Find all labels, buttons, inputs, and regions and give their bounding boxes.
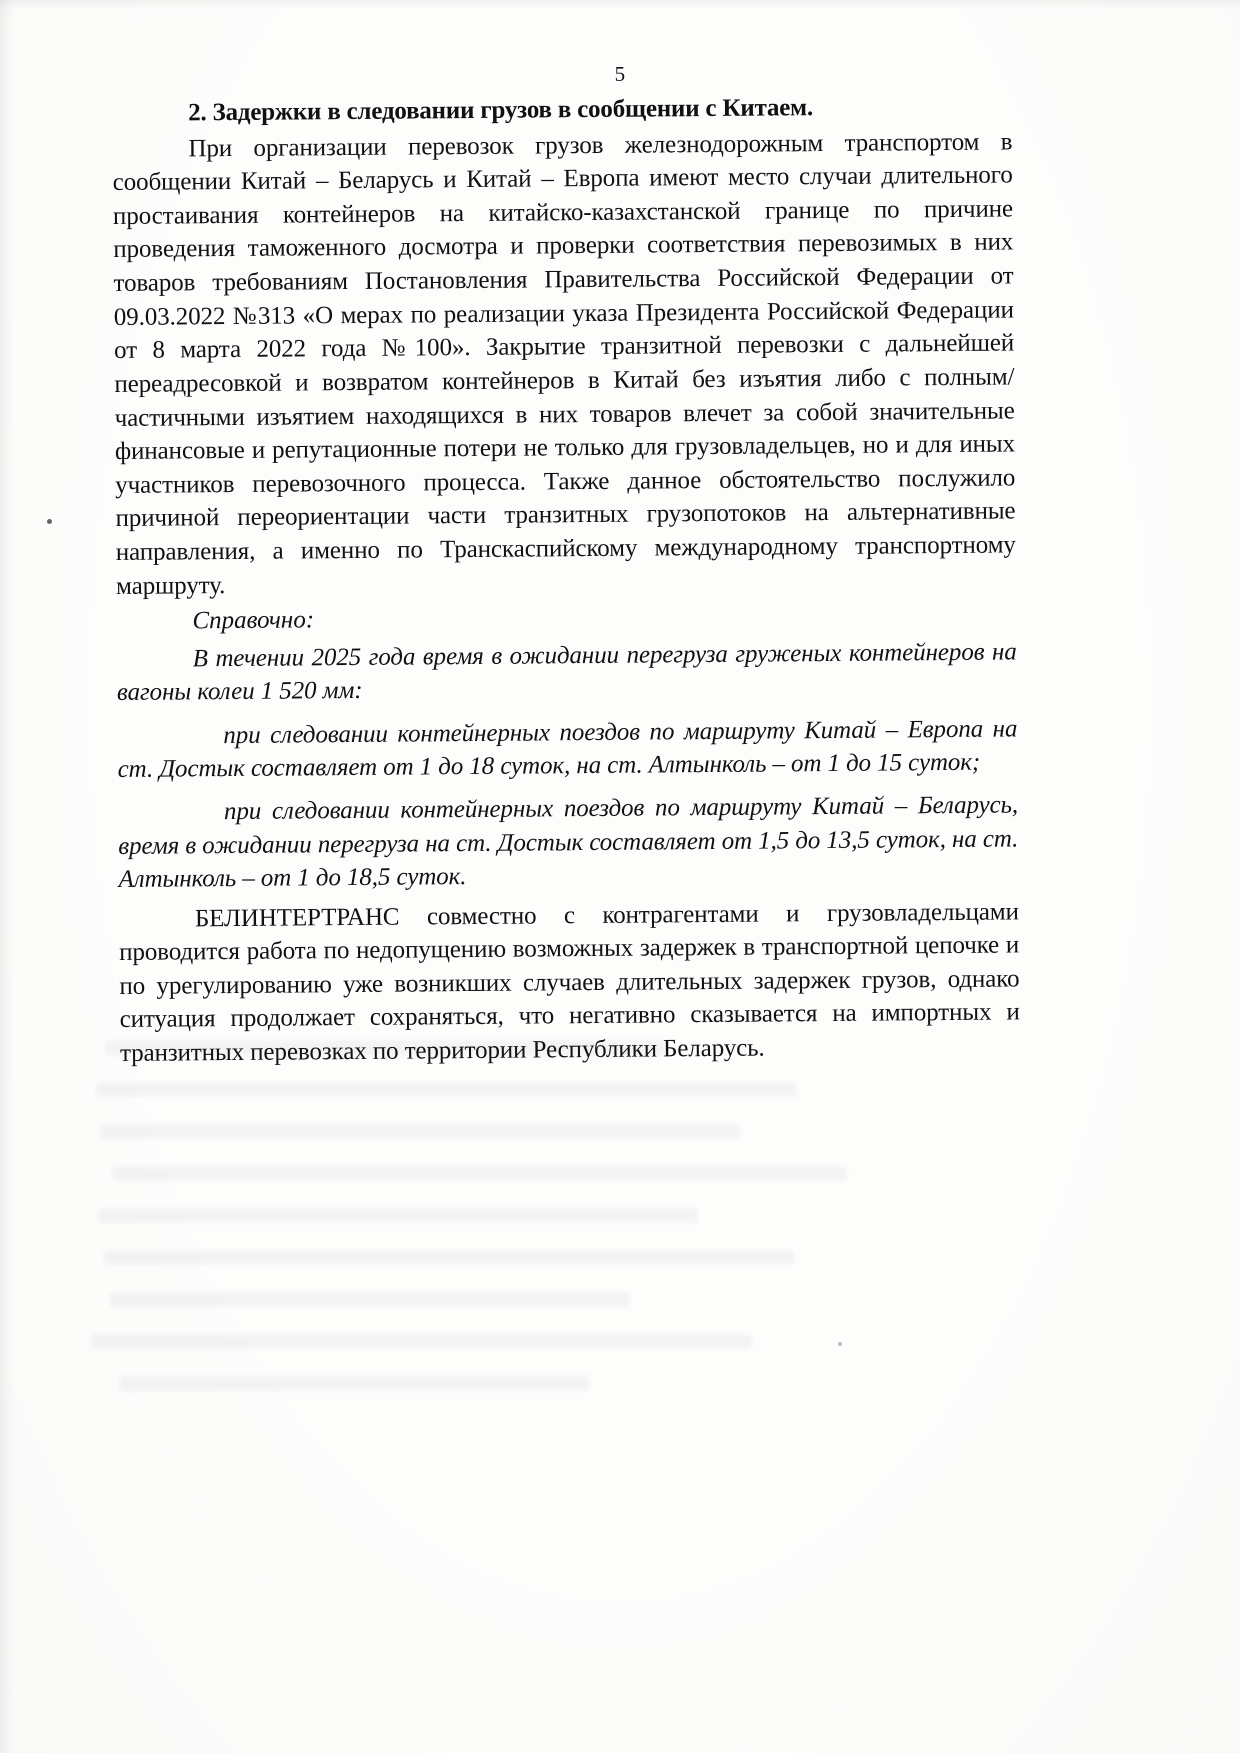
bleed-through-mark (104, 1250, 794, 1265)
reference-intro: В течении 2025 года время в ожидании перегруза груженых контейнеров на вагоны колеи 1 520 мм: (116, 638, 1017, 707)
scan-edge-shadow-left (0, 0, 14, 1753)
bleed-through-mark (110, 1292, 630, 1307)
section-heading: 2. Задержки в следовании грузов в сообщении с Китаем. (188, 94, 814, 127)
reference-label: Справочно: (192, 606, 315, 635)
bleed-through-mark (92, 1334, 752, 1349)
bleed-through-mark (112, 1166, 847, 1181)
paragraph-main: При организации перевозок грузов железнодорожным транспортом в сообщении Китай – Беларусь и Китай – Европа имеют место случаи длительного простаивания контейнеров на китайско-казахстанской границе по причине проведения таможенного досмотра и проверки соответствия перевозимых в них товаров требованиям Постановления Правительства Российской Федерации от 09.03.2022 №313 «О мерах по реализации указа Президента Российской Федерации от 8 марта 2022 года №100». Закрытие транзитной перевозки с дальнейшей переадресовкой и возвратом контейнеров в Китай без изъятия либо с полным/частичными изъятием находящихся в них товаров влечет за собой значительные финансовые и репутационные потери не только для грузовладельцев, но и для иных участников перевозочного процесса. Также данное обстоятельство послужило причиной переориентации части транзитных грузопотоков на альтернативные направления, а именно по Транскаспийскому международному транспортному маршруту. (112, 127, 1016, 600)
bleed-through-mark (98, 1208, 698, 1223)
bleed-through-mark (100, 1124, 740, 1139)
document-body (112, 90, 1020, 1070)
scan-speck (47, 519, 52, 524)
reference-item-china-europe: при следовании контейнерных поездов по маршруту Китай – Европа на ст. Достык составляет от 1 до 18 суток, на ст. Алтынколь – от 1 до 15 суток; (117, 715, 1018, 783)
page-number: 5 (614, 62, 626, 86)
scan-speck (838, 1342, 842, 1346)
reference-item-china-belarus: при следовании контейнерных поездов по маршруту Китай – Беларусь, время в ожидании перегруза на ст. Достык составляет от 1,5 до 13,5 суток, на ст. Алтынколь – от 1 до 18,5 суток. (118, 791, 1019, 894)
paragraph-closing: БЕЛИНТЕРТРАНС совместно с контрагентами и грузовладельцами проводится работа по недопущению возможных задержек в транспортной цепочке и по урегулированию уже возникших случаев длительных задержек грузов, однако ситуация продолжает сохраняться, что негативно сказывается на импортных и транзитных перевозках по территории Республики Беларусь. (119, 897, 1020, 1067)
scan-edge-shadow-top (0, 0, 1240, 10)
bleed-through-mark (96, 1082, 796, 1097)
bleed-through-mark (120, 1376, 590, 1391)
